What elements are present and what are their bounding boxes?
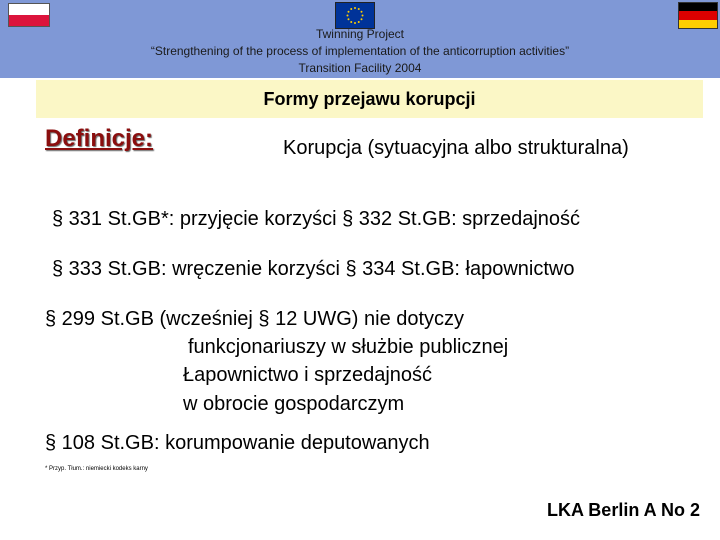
germany-flag-icon: [678, 2, 718, 29]
paragraph-299-line2: funkcjonariuszy w służbie publicznej: [188, 336, 509, 358]
footnote: * Przyp. Tłum.: niemiecki kodeks karny: [45, 466, 148, 472]
slide-title: Formy przejawu korupcji: [263, 89, 476, 109]
paragraph-299-line1: § 299 St.GB (wcześniej § 12 UWG) nie dotyczy: [45, 308, 465, 330]
definitions-label: Definicje:: [45, 125, 154, 152]
paragraph-299-line3: Łapownictwo i sprzedajność: [183, 364, 433, 386]
eu-flag-icon: [335, 2, 375, 29]
paragraph-108: § 108 St.GB: korumpowanie deputowanych: [45, 432, 430, 454]
project-title: Twinning Project: [315, 27, 405, 41]
paragraph-331-332: § 331 St.GB*: przyjęcie korzyści § 332 St.GB: sprzedajność: [52, 208, 581, 230]
definitions-text: Korupcja (sytuacyjna albo strukturalna): [283, 137, 629, 159]
paragraph-333-334: § 333 St.GB: wręczenie korzyści § 334 St.GB: łapownictwo: [52, 258, 575, 280]
poland-flag-icon: [8, 3, 50, 27]
project-subtitle: “Strengthening of the process of implementation of the anticorruption activities”: [150, 44, 570, 58]
project-program: Transition Facility 2004: [298, 61, 422, 75]
title-banner: [36, 80, 703, 118]
slide-footer-label: LKA Berlin A No 2: [546, 500, 700, 520]
header-bar: [0, 0, 720, 78]
paragraph-299-line4: w obrocie gospodarczym: [183, 393, 405, 415]
